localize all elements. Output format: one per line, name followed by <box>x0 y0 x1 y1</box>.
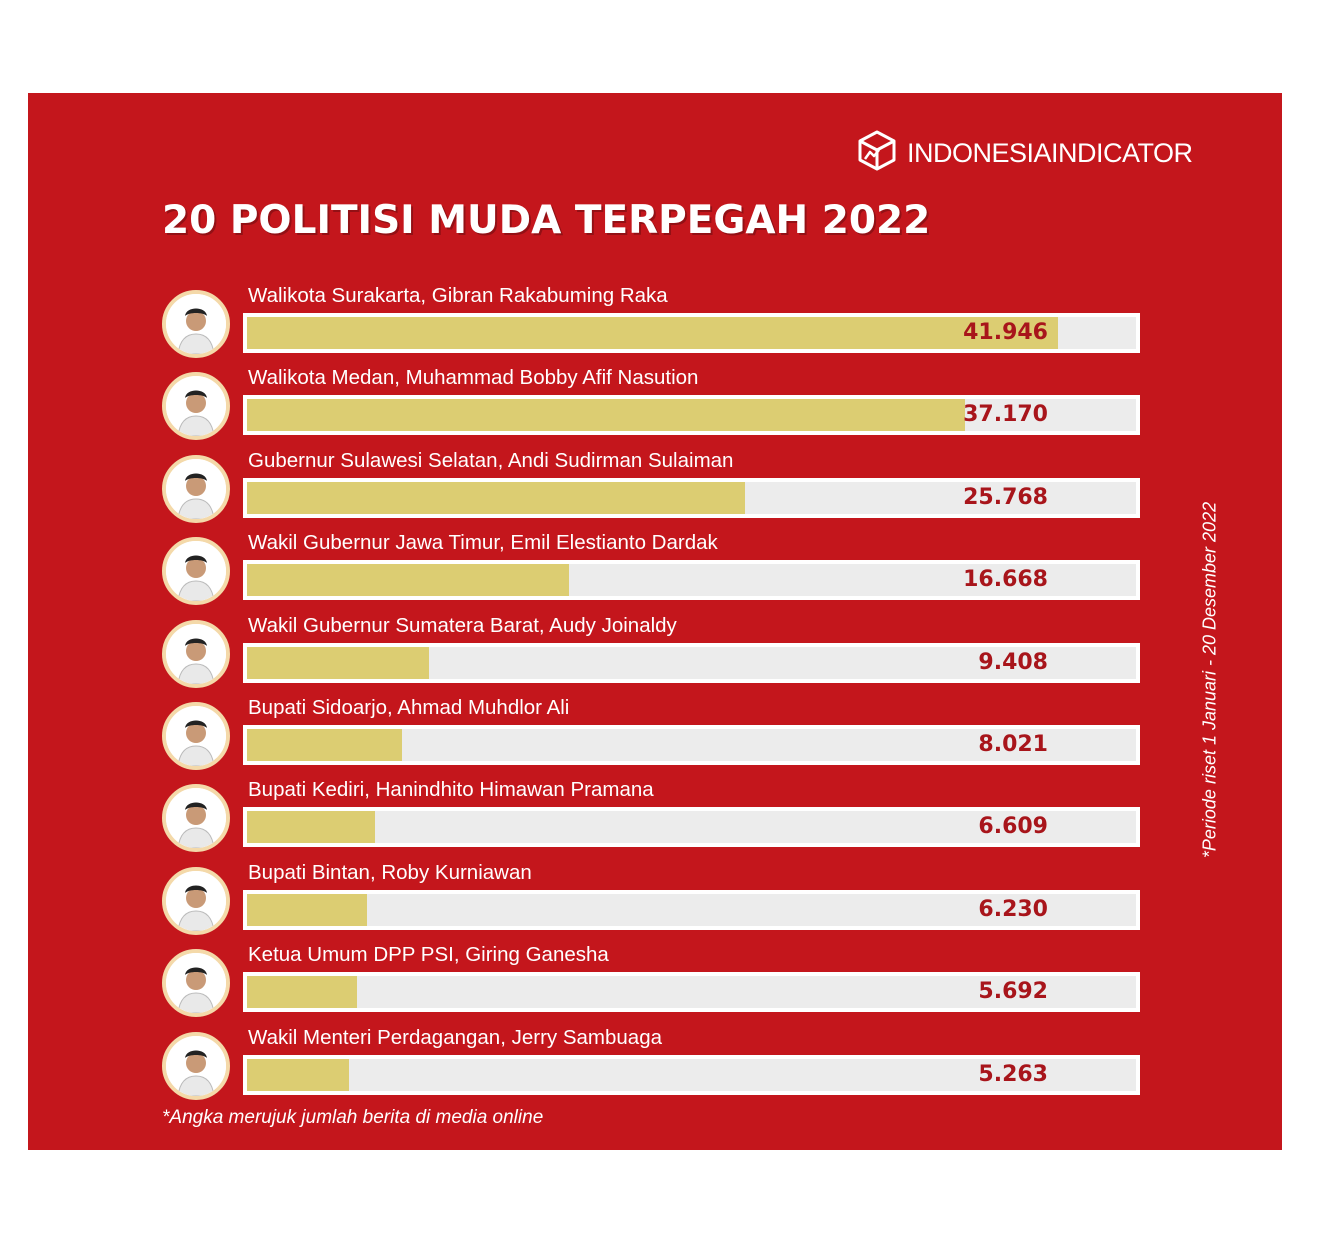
bar-track <box>243 560 1140 600</box>
avatar <box>162 702 230 770</box>
category-label: Walikota Surakarta, Gibran Rakabuming Raka <box>248 284 668 307</box>
avatar <box>162 455 230 523</box>
value-label: 6.609 <box>978 814 1048 840</box>
avatar <box>162 372 230 440</box>
brand <box>855 130 1193 176</box>
category-label: Gubernur Sulawesi Selatan, Andi Sudirman Sulaiman <box>248 448 734 472</box>
bar-track <box>243 313 1140 353</box>
avatar <box>162 620 230 688</box>
bar-track <box>243 807 1140 847</box>
bar <box>247 894 367 926</box>
value-label: 25.768 <box>963 484 1048 510</box>
bar-track <box>243 395 1140 435</box>
value-label: 41.946 <box>963 320 1048 345</box>
brand-name: INDONESIAINDICATOR <box>907 137 1193 168</box>
bar-row <box>0 945 1333 1027</box>
bar-row <box>0 780 1333 862</box>
value-label: 37.170 <box>963 402 1048 428</box>
avatar <box>162 867 230 935</box>
bar <box>247 811 375 843</box>
bar <box>247 647 429 679</box>
value-label: 9.408 <box>978 649 1048 675</box>
category-label: Wakil Gubernur Jawa Timur, Emil Elestianto Dardak <box>248 531 718 555</box>
bar-row <box>0 533 1333 615</box>
value-label: 5.263 <box>978 1061 1048 1087</box>
value-label: 16.668 <box>963 567 1048 593</box>
bar-track <box>243 972 1140 1012</box>
value-label: 8.021 <box>978 732 1048 757</box>
bar-row <box>0 698 1333 780</box>
category-label: Bupati Kediri, Hanindhito Himawan Pramana <box>248 778 654 802</box>
bar <box>247 317 1058 349</box>
avatar <box>162 784 230 852</box>
bar-track <box>243 890 1140 930</box>
bar-row <box>0 1025 1333 1110</box>
bar-track <box>243 643 1140 683</box>
bar-row <box>0 286 1333 368</box>
category-label: Bupati Sidoarjo, Ahmad Muhdlor Ali <box>248 696 570 719</box>
bar-track <box>243 478 1140 518</box>
category-label: Bupati Bintan, Roby Kurniawan <box>248 860 532 884</box>
bar-row <box>0 613 1333 698</box>
period-note: *Periode riset 1 Januari - 20 Desember 2022 <box>1199 501 1220 859</box>
value-label: 6.230 <box>978 896 1048 922</box>
category-label: Walikota Medan, Muhammad Bobby Afif Nasution <box>248 366 699 390</box>
bar <box>247 482 745 514</box>
avatar <box>162 949 230 1017</box>
cube-chart-logo-icon <box>855 129 899 178</box>
bar <box>247 729 402 761</box>
bar <box>247 564 569 596</box>
bar-track <box>243 1055 1140 1095</box>
bar-row <box>0 860 1333 945</box>
avatar <box>162 290 230 358</box>
bar <box>247 976 357 1008</box>
bar <box>247 1059 349 1091</box>
footnote: *Angka merujuk jumlah berita di media online <box>162 1107 544 1128</box>
avatar <box>162 537 230 605</box>
bar-row <box>0 368 1333 450</box>
category-label: Wakil Menteri Perdagangan, Jerry Sambuaga <box>248 1025 663 1049</box>
category-label: Ketua Umum DPP PSI, Giring Ganesha <box>248 943 609 967</box>
category-label: Wakil Gubernur Sumatera Barat, Audy Joinaldy <box>248 613 677 637</box>
bar-track <box>243 725 1140 765</box>
value-label: 5.692 <box>978 979 1048 1005</box>
bar-row <box>0 448 1333 533</box>
chart-title: 20 POLITISI MUDA TERPEGAH 2022 <box>162 198 931 243</box>
bar <box>247 399 965 431</box>
avatar <box>162 1032 230 1100</box>
